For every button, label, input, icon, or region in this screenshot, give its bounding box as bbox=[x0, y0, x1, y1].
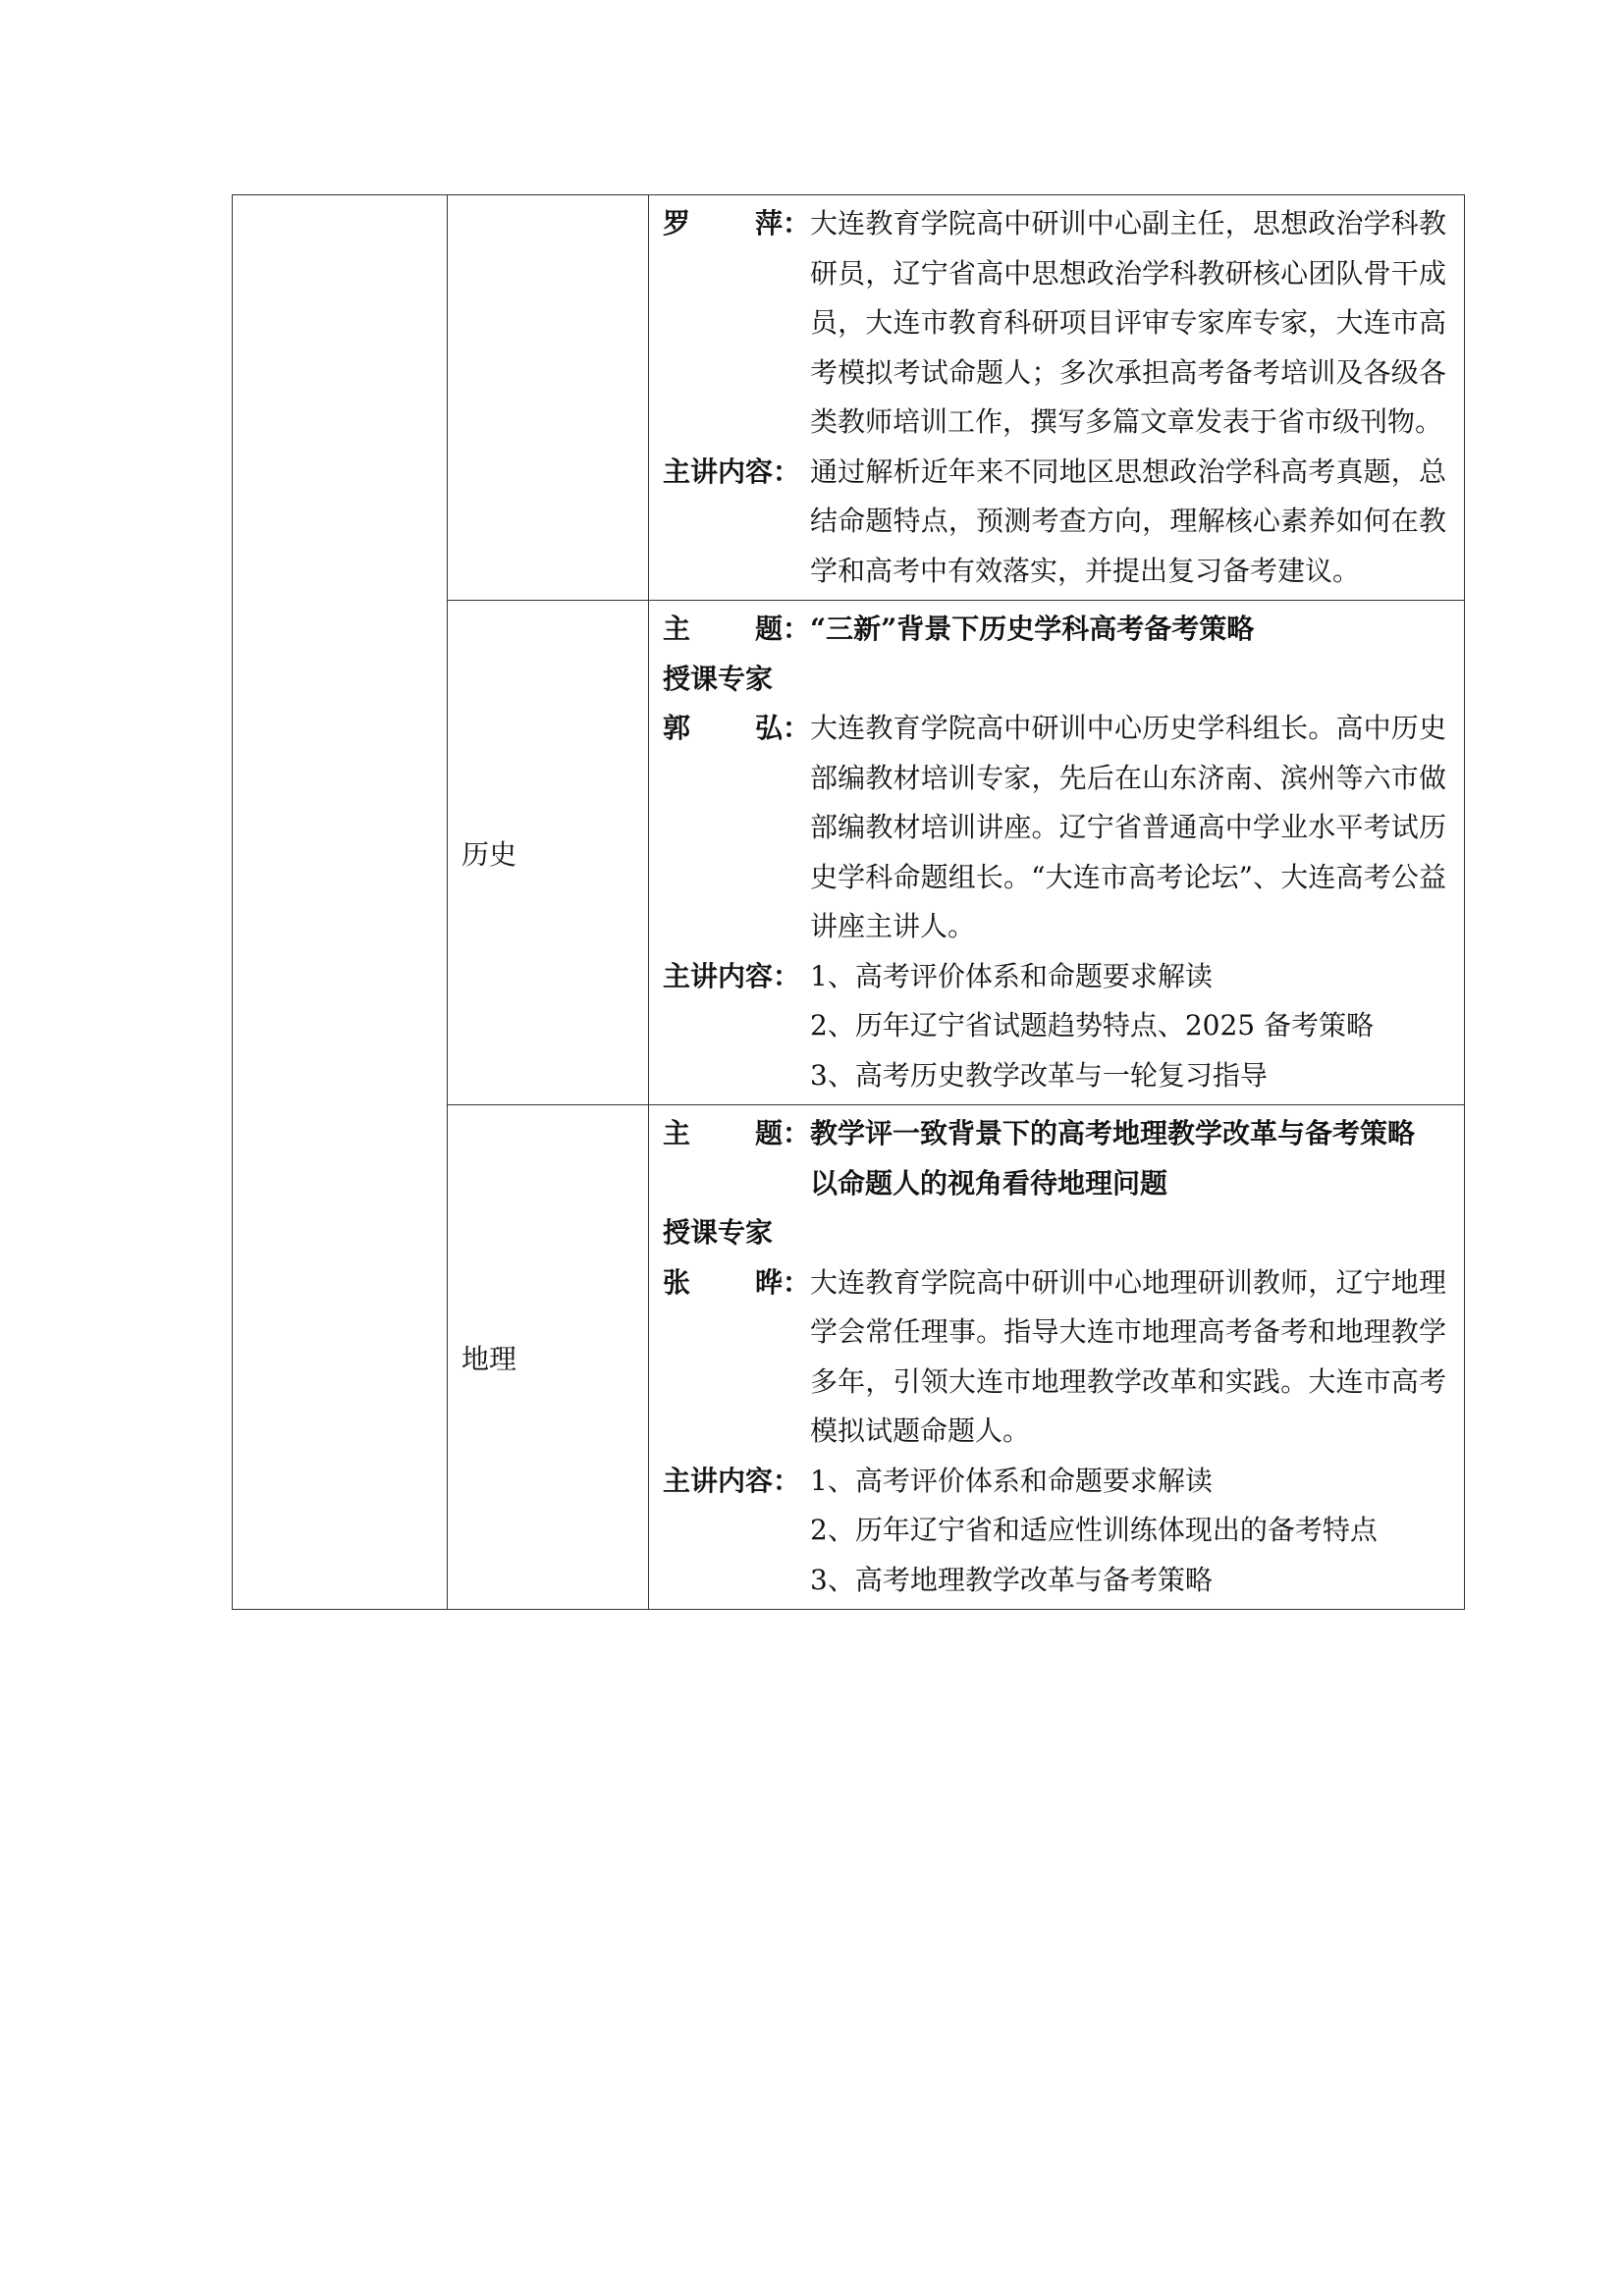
expert-entry bbox=[663, 1258, 1446, 1457]
category-cell bbox=[233, 195, 448, 1610]
lecture-item: 3、高考历史教学改革与一轮复习指导 bbox=[810, 1058, 1268, 1092]
topic-subtitle: 以命题人的视角看待地理问题 bbox=[810, 1166, 1168, 1200]
content-cell bbox=[649, 601, 1465, 1105]
expert-name: 郭 弘： bbox=[663, 712, 810, 744]
expert-heading: 授课专家 bbox=[663, 1216, 774, 1249]
lecture-label: 主讲内容： bbox=[663, 959, 801, 992]
topic-title: 教学评一致背景下的高考地理教学改革与备考策略 bbox=[810, 1117, 1416, 1149]
expert-name: 张 晔： bbox=[663, 1265, 810, 1299]
expert-bio: 大连教育学院高中研训中心历史学科组长。高中历史部编教材培训专家，先后在山东济南、滨州等六市做部编教材培训讲座。辽宁省普通高中学业水平考试历史学科命题组长。“大连市高考论坛”、大连高考公益讲座主讲人。 bbox=[810, 712, 1446, 942]
lecture-entry bbox=[663, 952, 1446, 1002]
expert-name: 罗 萍： bbox=[663, 207, 810, 240]
expert-heading: 授课专家 bbox=[663, 662, 774, 695]
subject-cell: 历史 bbox=[448, 601, 649, 1105]
table-row bbox=[233, 195, 1465, 601]
schedule-table bbox=[232, 194, 1465, 1610]
lecture-label: 主讲内容： bbox=[663, 1464, 801, 1497]
expert-bio: 大连教育学院高中研训中心地理研训教师，辽宁地理学会常任理事。指导大连市地理高考备考和地理教学多年，引领大连市地理教学改革和实践。大连市高考模拟试题命题人。 bbox=[810, 1265, 1446, 1447]
lecture-entry bbox=[663, 448, 1446, 597]
lecture-item: 3、高考地理教学改革与备考策略 bbox=[810, 1563, 1213, 1596]
lecture-item: 1、高考评价体系和命题要求解读 bbox=[810, 959, 1213, 992]
expert-entry bbox=[663, 704, 1446, 952]
topic-entry bbox=[663, 1109, 1446, 1159]
expert-entry bbox=[663, 199, 1446, 448]
subject-cell bbox=[448, 195, 649, 601]
subject-cell: 地理 bbox=[448, 1105, 649, 1610]
lecture-entry bbox=[663, 1457, 1446, 1507]
lecture-label: 主讲内容： bbox=[663, 454, 801, 488]
topic-entry bbox=[663, 605, 1446, 655]
expert-bio: 大连教育学院高中研训中心副主任，思想政治学科教研员，辽宁省高中思想政治学科教研核心团队骨干成员，大连市教育科研项目评审专家库专家，大连市高考模拟考试命题人；多次承担高考备考培训及各级各类教师培训工作，撰写多篇文章发表于省市级刊物。 bbox=[810, 207, 1446, 438]
lecture-item: 2、历年辽宁省试题趋势特点、2025 备考策略 bbox=[810, 1009, 1374, 1041]
topic-title: “三新”背景下历史学科高考备考策略 bbox=[810, 613, 1255, 645]
content-cell bbox=[649, 1105, 1465, 1610]
topic-label: 主 题： bbox=[663, 613, 810, 645]
topic-label: 主 题： bbox=[663, 1117, 810, 1149]
lecture-text: 通过解析近年来不同地区思想政治学科高考真题，总结命题特点，预测考查方向，理解核心素养如何在教学和高考中有效落实，并提出复习备考建议。 bbox=[810, 454, 1446, 587]
lecture-item: 2、历年辽宁省和适应性训练体现出的备考特点 bbox=[810, 1514, 1378, 1546]
content-cell bbox=[649, 195, 1465, 601]
lecture-item: 1、高考评价体系和命题要求解读 bbox=[810, 1464, 1213, 1497]
